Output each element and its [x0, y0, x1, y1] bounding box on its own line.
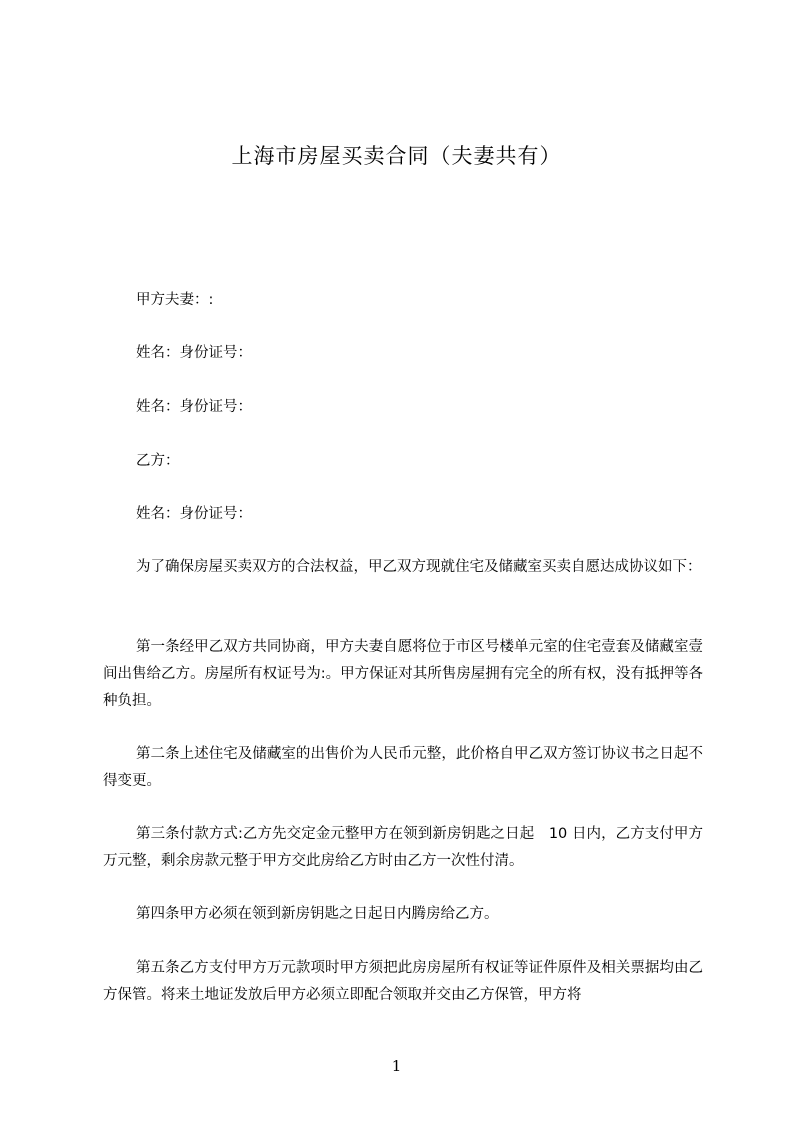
party-b-label: 乙方：: [136, 453, 180, 469]
page-number: 1: [391, 1057, 402, 1075]
article-2-paragraph: 第二条上述住宅及储藏室的出售价为人民币元整，此价格自甲乙双方签订协议书之日起不得变更。: [103, 746, 703, 789]
party-a-name-id-1: 姓名：身份证号：: [136, 345, 252, 361]
document-title: 上海市房屋买卖合同（夫妻共有）: [231, 144, 562, 168]
party-a-label: 甲方夫妻：:: [136, 292, 214, 308]
article-1-paragraph: 第一条经甲乙双方共同协商，甲方夫妻自愿将位于市区号楼单元室的住宅壹套及储藏室壹间出售给乙方。房屋所有权证号为:。甲方保证对其所售房屋拥有完全的所有权，没有抵押等各种负担。: [103, 639, 703, 709]
party-a-name-id-2: 姓名：身份证号：: [136, 399, 252, 415]
article-3-paragraph: 第三条付款方式:乙方先交定金元整甲方在领到新房钥匙之日起 10 日内，乙方支付甲方万元整，剩余房款元整于甲方交此房给乙方时由乙方一次性付清。: [103, 826, 703, 869]
preamble-paragraph: 为了确保房屋买卖双方的合法权益，甲乙双方现就住宅及储藏室买卖自愿达成协议如下：: [136, 559, 702, 575]
party-b-name-id: 姓名：身份证号：: [136, 506, 252, 522]
article-4-paragraph: 第四条甲方必须在领到新房钥匙之日起日内腾房给乙方。: [136, 906, 499, 922]
article-5-paragraph: 第五条乙方支付甲方万元款项时甲方须把此房房屋所有权证等证件原件及相关票据均由乙方保管。将来土地证发放后甲方必须立即配合领取并交由乙方保管，甲方将: [103, 960, 703, 1003]
